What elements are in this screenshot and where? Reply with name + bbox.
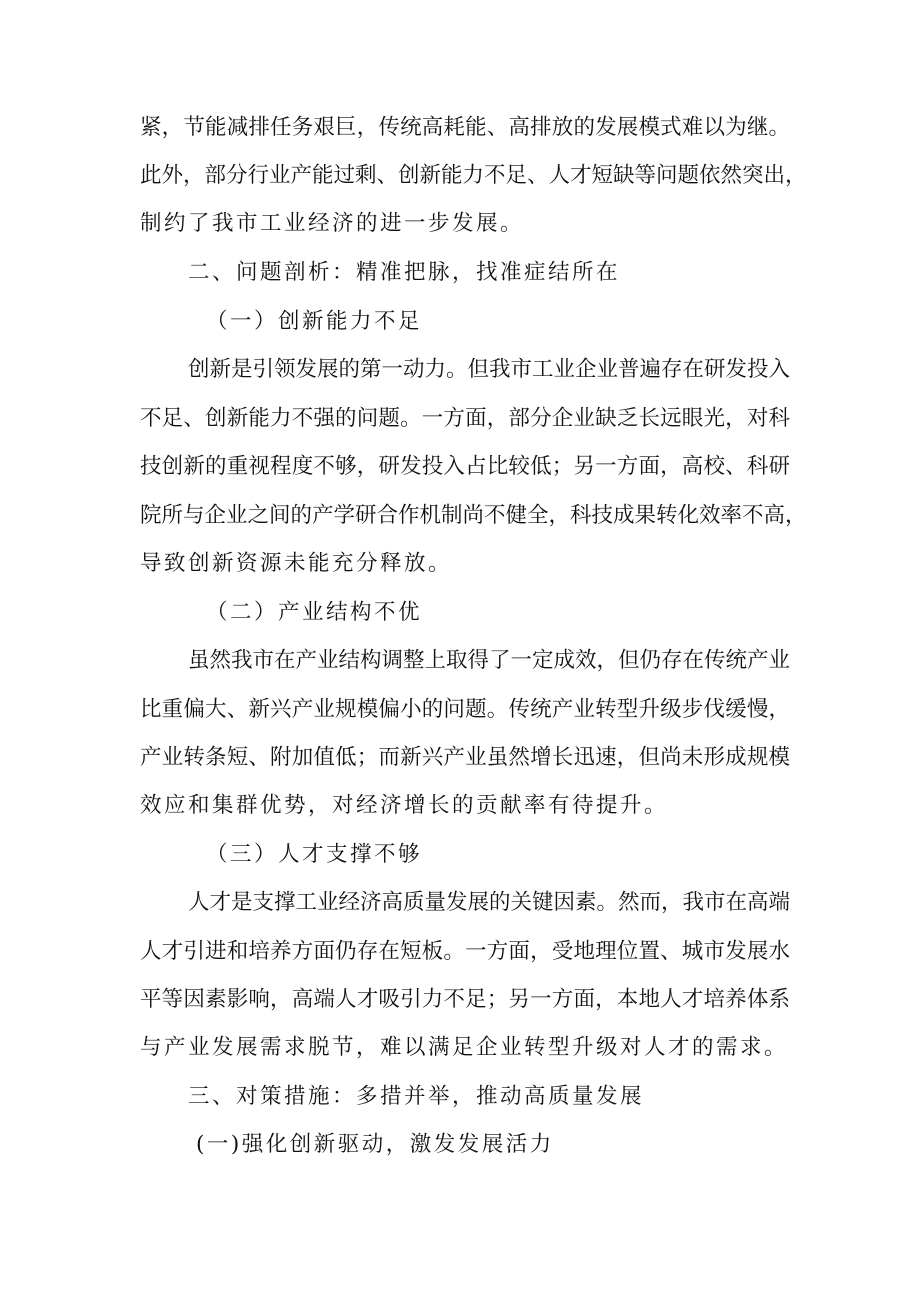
paragraph-line: 人才是支撑工业经济高质量发展的关键因素。然而，我市在高端: [188, 890, 791, 915]
paragraph-line: 紧，节能减排任务艰巨，传统高耗能、高排放的发展模式难以为继。: [140, 115, 790, 140]
paragraph-line: 不足、创新能力不强的问题。一方面，部分企业缺乏长远眼光，对科: [140, 406, 790, 431]
paragraph-line: 此外，部分行业产能过剩、创新能力不足、人才短缺等问题依然突出，: [140, 163, 807, 188]
paragraph-line: 比重偏大、新兴产业规模偏小的问题。传统产业转型升级步伐缓慢，: [140, 697, 790, 722]
paragraph-line: 院所与企业之间的产学研合作机制尚不健全，科技成果转化效率不高，: [140, 503, 807, 528]
paragraph-line: 平等因素影响，高端人才吸引力不足；另一方面，本地人才培养体系: [140, 987, 790, 1012]
section-heading: 三、对策措施：多措并举，推动高质量发展: [188, 1084, 645, 1109]
paragraph-line: 制约了我市工业经济的进一步发展。: [140, 211, 525, 236]
paragraph-line: 虽然我市在产业结构调整上取得了一定成效，但仍存在传统产业: [188, 648, 791, 673]
subsection-heading: (一)强化创新驱动，激发发展活力: [196, 1132, 554, 1157]
paragraph-line: 人才引进和培养方面仍存在短板。一方面，受地理位置、城市发展水: [140, 939, 790, 964]
paragraph-line: 创新是引领发展的第一动力。但我市工业企业普遍存在研发投入: [188, 357, 791, 382]
paragraph-line: 效应和集群优势，对经济增长的贡献率有待提升。: [140, 793, 669, 818]
paragraph-line: 导致创新资源未能充分释放。: [140, 551, 453, 576]
paragraph-line: 技创新的重视程度不够，研发投入占比较低；另一方面，高校、科研: [140, 454, 790, 479]
subsection-heading: （二）产业结构不优: [206, 600, 423, 625]
section-heading: 二、问题剖析：精准把脉，找准症结所在: [188, 260, 621, 285]
paragraph-line: 产业转条短、附加值低；而新兴产业虽然增长迅速，但尚未形成规模: [140, 745, 790, 770]
subsection-heading: （一）创新能力不足: [206, 309, 423, 334]
subsection-heading: （三）人才支撑不够: [206, 842, 423, 867]
paragraph-line: 与产业发展需求脱节，难以满足企业转型升级对人才的需求。: [140, 1035, 789, 1060]
